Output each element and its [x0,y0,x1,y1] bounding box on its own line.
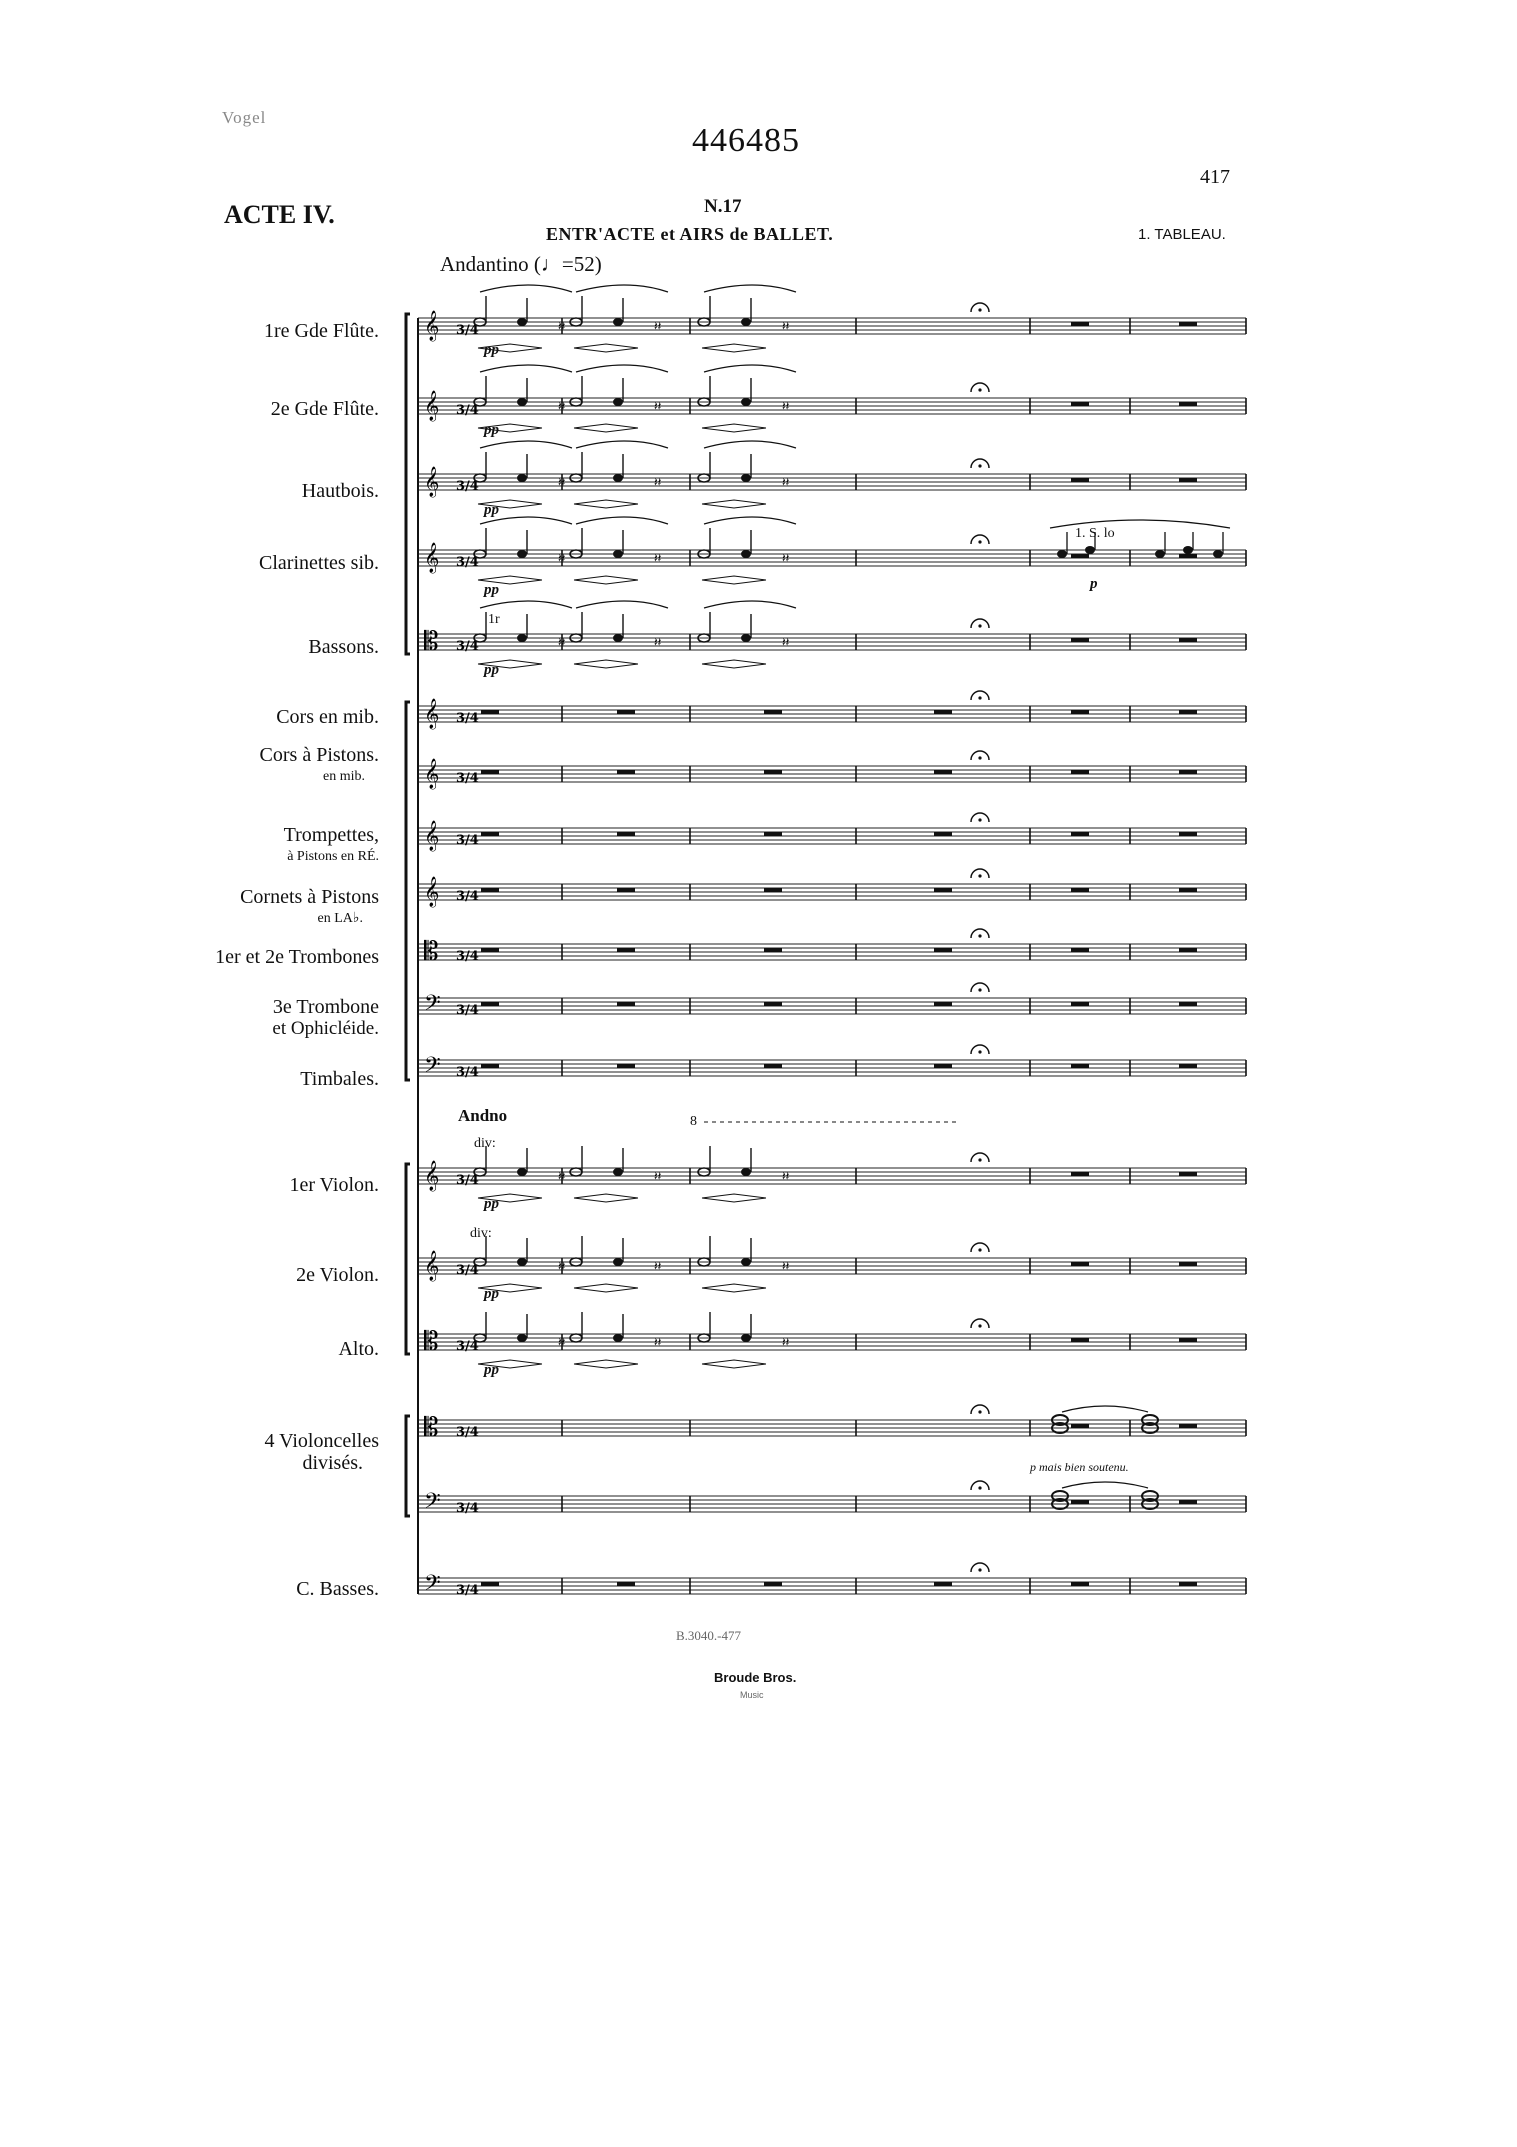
whole-rest [1179,402,1197,406]
group-bracket [406,702,410,1080]
rest-quarter: 𝄽𝄽 [654,475,662,489]
quarter-note [517,1258,527,1266]
phrase-slur [480,441,572,448]
quarter-note [741,1168,751,1176]
instrument-label-flute1: 1re Gde Flûte. [264,320,379,342]
rest-quarter: 𝄽𝄽 [558,475,566,489]
fermata-dot [978,1248,981,1251]
clef-symbol: 𝄞 [424,311,440,341]
quarter-note [741,474,751,482]
whole-rest [934,888,952,892]
fermata-dot [978,1410,981,1413]
time-signature: 3/4 [456,639,479,654]
whole-rest [764,710,782,714]
clef-symbol: 𝄡 [424,1413,439,1443]
fermata-dot [978,308,981,311]
whole-rest [1179,1262,1197,1266]
tie [1062,1482,1148,1488]
whole-rest [1071,832,1089,836]
clef-symbol: 𝄞 [424,821,440,851]
whole-rest [934,1064,952,1068]
clef-symbol: 𝄢 [424,1489,441,1519]
whole-rest [1179,832,1197,836]
decrescendo-hairpin [574,348,638,352]
instrument-label-bassons: Bassons. [308,636,379,658]
clef-symbol: 𝄡 [424,627,439,657]
phrase-slur [576,365,668,372]
time-signature: 3/4 [456,1263,479,1278]
movement-heading: ENTR'ACTE et AIRS de BALLET. [546,224,834,244]
whole-rest [1179,1424,1197,1428]
whole-rest [1179,1338,1197,1342]
rest-quarter: 𝄽𝄽 [782,551,790,565]
decrescendo-hairpin [702,428,766,432]
phrase-slur [576,517,668,524]
time-signature: 3/4 [456,323,479,338]
tempo-abbrev: Andno [458,1106,508,1125]
instrument-key: en mib. [323,769,365,784]
rest-quarter: 𝄽𝄽 [558,1259,566,1273]
instrument-label-hautbois: Hautbois. [301,480,379,502]
group-bracket [406,1164,410,1354]
instrument-label-flute2: 2e Gde Flûte. [270,398,379,420]
crescendo-hairpin [702,660,766,664]
quarter-note [613,1334,623,1342]
quarter-note [741,318,751,326]
group-bracket [406,314,410,654]
crescendo-hairpin [702,1194,766,1198]
rest-quarter: 𝄽𝄽 [558,1335,566,1349]
fermata-dot [978,934,981,937]
time-signature: 3/4 [456,1425,479,1440]
fermata-dot [978,988,981,991]
quarter-note [741,1258,751,1266]
whole-rest [1071,1002,1089,1006]
clef-symbol: 𝄞 [424,1251,440,1281]
plate-number: B.3040.-477 [676,1628,741,1643]
crescendo-hairpin [574,1360,638,1364]
decrescendo-hairpin [574,1364,638,1368]
divisi-marking: div: [470,1226,492,1241]
fermata-dot [978,388,981,391]
phrase-slur [576,441,668,448]
phrase-slur [704,441,796,448]
time-signature: 3/4 [456,403,479,418]
quarter-note [613,550,623,558]
whole-rest [617,948,635,952]
phrase-slur [480,601,572,608]
clef-symbol: 𝄞 [424,467,440,497]
time-signature: 3/4 [456,889,479,904]
time-signature: 3/4 [456,1003,479,1018]
instrument-name: 4 Violoncelles [264,1430,379,1452]
whole-rest [1071,1582,1089,1586]
rest-quarter: 𝄽𝄽 [654,319,662,333]
clef-symbol: 𝄞 [424,391,440,421]
whole-rest [1071,948,1089,952]
dynamic-pp: pp [484,502,499,518]
time-signature: 3/4 [456,711,479,726]
whole-rest [1071,1172,1089,1176]
instrument-label-basses: C. Basses. [296,1578,379,1600]
fermata-dot [978,1324,981,1327]
quarter-note [517,1334,527,1342]
phrase-slur [480,365,572,372]
clef-symbol: 𝄡 [424,937,439,967]
rest-quarter: 𝄽𝄽 [782,635,790,649]
decrescendo-hairpin [574,664,638,668]
time-signature: 3/4 [456,1339,479,1354]
whole-rest [617,1002,635,1006]
phrase-slur [704,601,796,608]
solo-marking: 1r [488,612,500,627]
crescendo-hairpin [702,1284,766,1288]
whole-rest [481,832,499,836]
phrase-slur [576,285,668,292]
whole-rest [764,832,782,836]
whole-rest [764,1002,782,1006]
clef-symbol: 𝄞 [424,759,440,789]
fermata-dot [978,1568,981,1571]
whole-rest [1179,1500,1197,1504]
rest-quarter: 𝄽𝄽 [654,635,662,649]
fermata-dot [978,756,981,759]
whole-rest [617,1064,635,1068]
rest-quarter: 𝄽𝄽 [782,1335,790,1349]
whole-rest [617,888,635,892]
decrescendo-hairpin [702,348,766,352]
whole-rest [1071,1262,1089,1266]
time-signature: 3/4 [456,833,479,848]
quarter-note [613,1168,623,1176]
publisher-subtitle: Music [740,1690,764,1700]
crescendo-hairpin [574,576,638,580]
crescendo-hairpin [478,576,542,580]
quarter-note [613,1258,623,1266]
rest-quarter: 𝄽𝄽 [654,1335,662,1349]
instrument-label-cors-mib: Cors en mib. [276,706,379,728]
whole-rest [934,832,952,836]
whole-rest [764,1064,782,1068]
decrescendo-hairpin [574,1198,638,1202]
instrument-label-alto: Alto. [338,1338,379,1360]
system-brackets [406,314,418,1594]
tableau-label: 1. TABLEAU. [1138,226,1226,243]
time-signature: 3/4 [456,949,479,964]
dynamic-pp: pp [484,342,499,358]
clef-symbol: 𝄞 [424,699,440,729]
crescendo-hairpin [574,1284,638,1288]
crescendo-hairpin [702,576,766,580]
whole-rest [1179,1172,1197,1176]
quarter-note [1213,550,1223,558]
quarter-note [1085,546,1095,554]
whole-rest [617,1582,635,1586]
instrument-label-trombones12: 1er et 2e Trombones [215,946,379,968]
quarter-note [517,474,527,482]
tempo-marking: Andantino (♩=52) [440,252,602,276]
decrescendo-hairpin [574,428,638,432]
whole-rest [1179,1002,1197,1006]
rest-quarter: 𝄽𝄽 [558,319,566,333]
fermata-dot [978,1486,981,1489]
fermata-dot [978,464,981,467]
clef-symbol: 𝄢 [424,991,441,1021]
whole-rest [481,888,499,892]
dynamic-pp: pp [484,662,499,678]
whole-rest [764,770,782,774]
whole-rest [617,832,635,836]
quarter-note [741,1334,751,1342]
rest-quarter: 𝄽𝄽 [654,1259,662,1273]
whole-rest [1071,322,1089,326]
octave-marking: 8 [690,1114,697,1129]
instrument-label-clarinettes: Clarinettes sib. [259,552,379,574]
crescendo-hairpin [574,500,638,504]
rest-quarter: 𝄽𝄽 [558,635,566,649]
clef-symbol: 𝄞 [424,543,440,573]
crescendo-hairpin [574,344,638,348]
whole-rest [934,948,952,952]
dynamic-pp: pp [484,1286,499,1302]
quarter-note [741,550,751,558]
rest-quarter: 𝄽𝄽 [782,475,790,489]
time-signature: 3/4 [456,555,479,570]
phrase-slur [576,601,668,608]
instrument-label-timbales: Timbales. [300,1068,379,1090]
crescendo-hairpin [702,1360,766,1364]
whole-rest [1179,322,1197,326]
time-signature: 3/4 [456,1501,479,1516]
decrescendo-hairpin [574,1288,638,1292]
crescendo-hairpin [702,424,766,428]
quarter-note [741,398,751,406]
whole-rest [1071,638,1089,642]
whole-rest [1179,554,1197,558]
whole-rest [1071,554,1089,558]
quarter-note [1057,550,1067,558]
tie [1062,1406,1148,1412]
whole-rest [934,710,952,714]
phrase-slur [704,517,796,524]
quarter-note [613,398,623,406]
time-signature: 3/4 [456,1583,479,1598]
movement-number: N.17 [704,196,742,217]
quarter-note [741,634,751,642]
rest-quarter: 𝄽𝄽 [654,1169,662,1183]
whole-rest [481,1582,499,1586]
decrescendo-hairpin [574,580,638,584]
whole-rest [764,888,782,892]
dynamic-p: p [1090,576,1098,592]
decrescendo-hairpin [702,580,766,584]
whole-rest [934,1582,952,1586]
fermata-dot [978,874,981,877]
crescendo-hairpin [702,344,766,348]
cello-expression: p mais bien soutenu. [1030,1460,1129,1474]
clef-symbol: 𝄞 [424,1161,440,1191]
time-signature: 3/4 [456,771,479,786]
instrument-name: Trompettes, [283,824,379,846]
whole-rest [934,770,952,774]
divisi-marking: div: [474,1136,496,1151]
instrument-key: et Ophicléide. [272,1018,379,1039]
rest-quarter: 𝄽𝄽 [782,319,790,333]
decrescendo-hairpin [702,1198,766,1202]
whole-rest [1179,1064,1197,1068]
rests [481,322,1197,1586]
crescendo-hairpin [574,1194,638,1198]
instrument-key: divisés. [302,1452,363,1474]
rest-quarter: 𝄽𝄽 [654,551,662,565]
whole-rest [481,770,499,774]
instrument-name: 3e Trombone [272,996,379,1018]
rest-quarter: 𝄽𝄽 [558,1169,566,1183]
clef-symbol: 𝄢 [424,1053,441,1083]
fermata-dot [978,624,981,627]
phrase-slur [480,285,572,292]
whole-rest [1179,1582,1197,1586]
dynamic-pp: pp [484,422,499,438]
dynamic-pp: pp [484,582,499,598]
whole-rest [1179,710,1197,714]
whole-rest [1071,710,1089,714]
decrescendo-hairpin [702,664,766,668]
clef-symbol: 𝄞 [424,877,440,907]
fermata-dot [978,696,981,699]
hairpins [478,344,766,1368]
rest-quarter: 𝄽𝄽 [654,399,662,413]
whole-rest [481,948,499,952]
page-number: 417 [1200,166,1230,188]
quarter-note [613,634,623,642]
fermatas [971,303,989,1572]
whole-rest [617,770,635,774]
time-signature: 3/4 [456,1173,479,1188]
quarter-note [613,318,623,326]
rest-quarter: 𝄽𝄽 [782,1169,790,1183]
time-signature: 3/4 [456,1065,479,1080]
whole-rest [481,710,499,714]
library-stamp: Vogel [222,108,267,127]
whole-rest [1071,1500,1089,1504]
whole-rest [1179,638,1197,642]
whole-rest [481,1064,499,1068]
whole-rest [617,710,635,714]
fermata-dot [978,818,981,821]
quarter-note [517,550,527,558]
fermata-dot [978,540,981,543]
quarter-note [517,634,527,642]
quarter-note [1183,546,1193,554]
whole-rest [764,948,782,952]
rest-quarter: 𝄽𝄽 [558,551,566,565]
instrument-label-violon1: 1er Violon. [289,1174,379,1196]
act-title: ACTE IV. [224,200,335,229]
whole-rest [1071,888,1089,892]
crescendo-hairpin [574,660,638,664]
whole-rest [1179,770,1197,774]
quarter-note [517,318,527,326]
solo-marking: 1. S. lo [1075,526,1115,541]
decrescendo-hairpin [702,504,766,508]
dynamic-pp: pp [484,1196,499,1212]
instrument-key: en LA♭. [317,911,363,926]
decrescendo-hairpin [574,504,638,508]
rest-quarter: 𝄽𝄽 [782,399,790,413]
publisher-name: Broude Bros. [714,1670,797,1685]
whole-rest [1071,1424,1089,1428]
time-signature: 3/4 [456,479,479,494]
whole-rest [764,1582,782,1586]
quarter-note [613,474,623,482]
rest-quarter: 𝄽𝄽 [782,1259,790,1273]
decrescendo-hairpin [702,1288,766,1292]
fermata-dot [978,1050,981,1053]
instrument-name: Cornets à Pistons [240,886,379,908]
whole-rest [1071,478,1089,482]
whole-rest [1071,1338,1089,1342]
whole-rest [1071,1064,1089,1068]
phrase-slur [704,285,796,292]
crescendo-hairpin [702,500,766,504]
quarter-note [517,1168,527,1176]
whole-rest [934,1002,952,1006]
instrument-name: Cors à Pistons. [259,744,379,766]
rest-quarter: 𝄽𝄽 [558,399,566,413]
whole-rest [1071,402,1089,406]
clef-symbol: 𝄢 [424,1571,441,1601]
whole-rest [481,1002,499,1006]
quarter-note [1155,550,1165,558]
quarter-note [517,398,527,406]
dynamic-pp: pp [484,1362,499,1378]
whole-rest [1179,888,1197,892]
slurs [480,285,1230,1488]
clef-symbol: 𝄡 [424,1327,439,1357]
whole-rest [1071,770,1089,774]
instrument-key: à Pistons en RÉ. [287,849,379,864]
catalog-number: 446485 [692,122,800,159]
crescendo-hairpin [574,424,638,428]
whole-rest [1179,478,1197,482]
staff-lines [418,318,1246,1594]
phrase-slur [704,365,796,372]
decrescendo-hairpin [702,1364,766,1368]
instrument-label-violon2: 2e Violon. [296,1264,379,1286]
fermata-dot [978,1158,981,1161]
whole-rest [1179,948,1197,952]
group-bracket [406,1416,410,1516]
